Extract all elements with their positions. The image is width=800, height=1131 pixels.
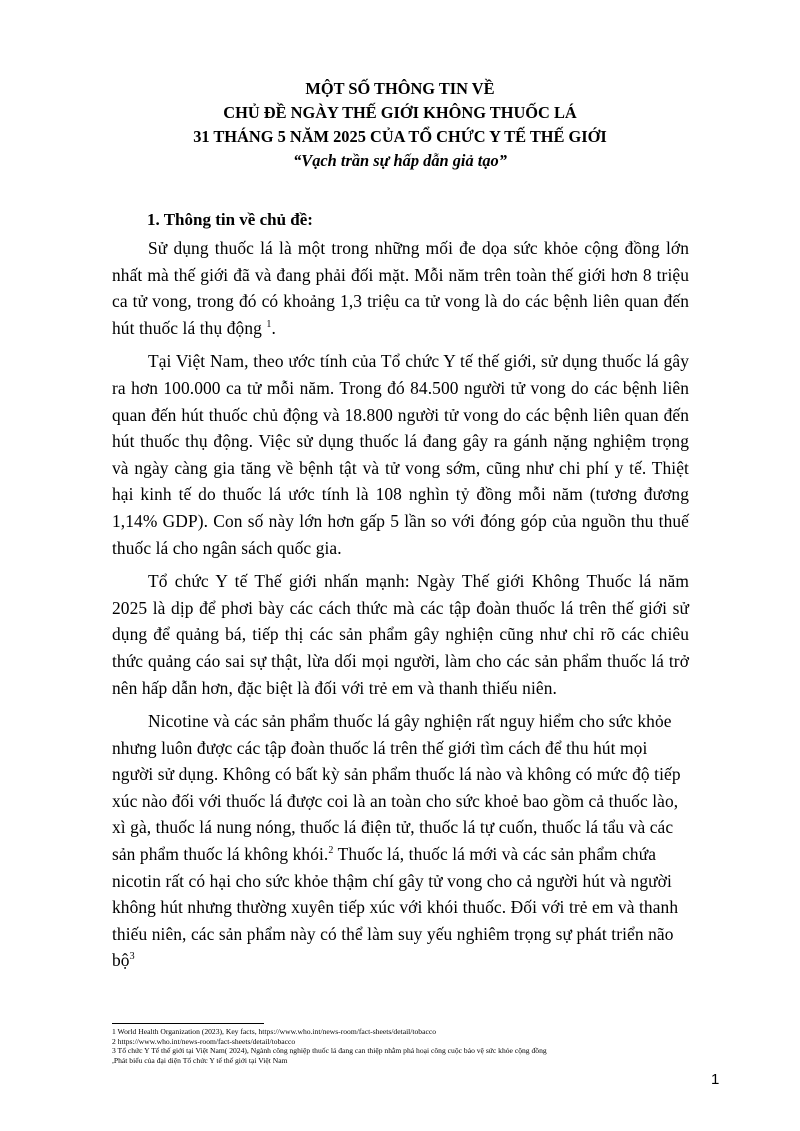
footnote-3-continued: ,Phát biểu của đại diện Tổ chức Y tế thế giới tại Việt Nam bbox=[112, 1055, 288, 1065]
section-heading: 1. Thông tin về chủ đề: bbox=[147, 210, 313, 229]
paragraph-3: Tổ chức Y tế Thế giới nhấn mạnh: Ngày Thế giới Không Thuốc lá năm 2025 là dịp để phơi bày các cách thức mà các tập đoàn thuốc lá trên thế giới sử dụng để quảng bá, tiếp thị các sản phẩm gây nghiện cũng như chỉ rõ các chiêu thức quảng cáo sai sự thật, lừa dối mọi người, làm cho các sản phẩm thuốc lá trở nên hấp dẫn hơn, đặc biệt là đối với trẻ em và thanh thiếu niên. bbox=[112, 571, 689, 698]
paragraph-1-end: . bbox=[271, 317, 276, 338]
paragraph-1-text: Sử dụng thuốc lá là một trong những mối đe dọa sức khỏe cộng đồng lớn nhất mà thế giới đã và đang phải đối mặt. Mỗi năm trên toàn thế giới hơn 8 triệu ca tử vong, trong đó có khoảng 1,3 triệu ca tử vong là do các bệnh liên quan đến hút thuốc lá thụ động bbox=[112, 238, 689, 338]
footnote-2: 2 https://www.who.int/news-room/fact-sheets/detail/tobacco bbox=[112, 1036, 296, 1046]
footnote-ref-1: 1 bbox=[266, 318, 272, 330]
title-subtitle: “Vạch trần sự hấp dẫn giả tạo” bbox=[293, 151, 507, 170]
paragraph-4-text-a: Nicotine và các sản phẩm thuốc lá gây nghiện rất nguy hiểm cho sức khỏe nhưng luôn được các tập đoàn thuốc lá trên thế giới tìm cách để thu hút mọi người sử dụng. Không có bất kỳ sản phẩm thuốc lá nào và không có mức độ tiếp xúc nào đối với thuốc lá được coi là an toàn cho sức khoẻ bao gồm cả thuốc lào, xì gà, thuốc lá nung nóng, thuốc lá điện tử, thuốc lá tự cuốn, thuốc lá tẩu và các sản phẩm thuốc lá không khói. bbox=[112, 711, 681, 865]
footnote-1: 1 World Health Organization (2023), Key facts, https://www.who.int/news-room/fact-sheets/detail/tobacco bbox=[112, 1027, 437, 1036]
document-title bbox=[112, 77, 688, 173]
paragraph-1 bbox=[112, 235, 689, 341]
title-line-3: 31 THÁNG 5 NĂM 2025 CỦA TỔ CHỨC Y TẾ THẾ GIỚI bbox=[193, 127, 607, 146]
paragraph-2: Tại Việt Nam, theo ước tính của Tổ chức Y tế thế giới, sử dụng thuốc lá gây ra hơn 100.000 ca tử mỗi năm. Trong đó 84.500 người tử vong do các bệnh liên quan đến hút thuốc chủ động và 18.800 người tử vong do các bệnh liên quan đến hút thuốc thụ động. Việc sử dụng thuốc lá đang gây ra gánh nặng nghiệm trọng và ngày càng gia tăng về bệnh tật và tử vong sớm, cũng như chi phí y tế. Thiệt hại kinh tế do thuốc lá ước tính là 108 nghìn tỷ đồng mỗi năm (tương đương 1,14% GDP). Con số này lớn hơn gấp 5 lần so với đóng góp của nguồn thu thuế thuốc lá cho ngân sách quốc gia. bbox=[112, 351, 689, 558]
footnote-3: 3 Tổ chức Y Tế thế giới tại Việt Nam( 2024), Ngành công nghiệp thuốc lá đang can thiệp nhằm phá hoại công cuộc bảo vệ sức khỏe cộng đồng bbox=[112, 1046, 547, 1055]
footnotes bbox=[112, 1027, 702, 1065]
paragraph-4-text-b: Thuốc lá, thuốc lá mới và các sản phẩm chứa nicotin rất có hại cho sức khỏe thậm chí gây tử vong cho cả người hút và người không hút nhưng thường xuyên tiếp xúc với khói thuốc. Đối với trẻ em và thanh thiếu niên, các sản phẩm này có thể làm suy yếu nghiêm trọng sự phát triển não bộ bbox=[112, 844, 679, 971]
body-text bbox=[112, 235, 689, 981]
footnote-ref-2: 2 bbox=[328, 845, 334, 857]
title-line-2: CHỦ ĐỀ NGÀY THẾ GIỚI KHÔNG THUỐC LÁ bbox=[223, 103, 577, 122]
footnote-ref-3: 3 bbox=[129, 951, 135, 963]
footnote-divider bbox=[112, 1023, 264, 1024]
paragraph-4 bbox=[112, 708, 689, 974]
page-number: 1 bbox=[711, 1071, 720, 1088]
title-line-1: MỘT SỐ THÔNG TIN VỀ bbox=[305, 79, 495, 98]
